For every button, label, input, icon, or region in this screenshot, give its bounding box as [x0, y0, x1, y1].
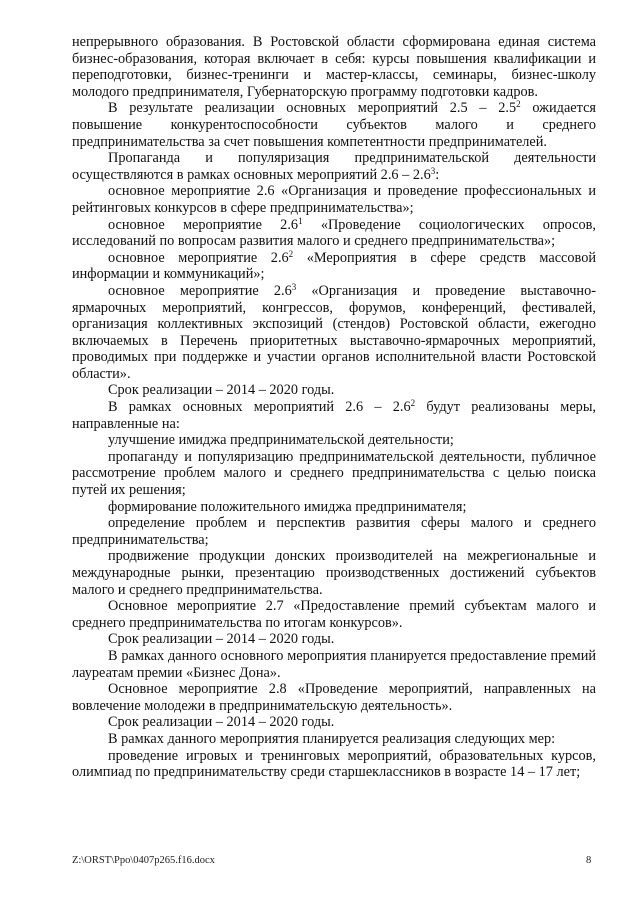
paragraph-text: В рамках данного основного мероприятия планируется предоставление премий лауреатам премии «Бизнес Дона».: [72, 647, 596, 681]
paragraph: [72, 681, 596, 714]
paragraph-text: формирование положительного имиджа предпринимателя;: [108, 498, 467, 515]
paragraph: [72, 150, 596, 183]
paragraph: [72, 100, 596, 150]
superscript: 3: [430, 165, 436, 176]
paragraph-text: основное мероприятие 2.6 «Организация и проведение профессиональных и рейтинговых конкурсов в сфере предпринимательства»;: [72, 183, 596, 216]
paragraph: [72, 631, 596, 648]
paragraph: [72, 598, 596, 631]
paragraph: [72, 714, 596, 731]
superscript: 2: [410, 398, 416, 409]
superscript: 2: [516, 99, 521, 110]
paragraph: [72, 34, 596, 100]
paragraph-text: основное мероприятие 2.6: [108, 249, 289, 266]
paragraph: [72, 731, 596, 748]
paragraph-text: Основное мероприятие 2.7 «Предоставление премий субъектам малого и среднего предпринимательства по итогам конкурсов».: [72, 598, 596, 631]
paragraph: [72, 183, 596, 216]
paragraph-text: Срок реализации – 2014 – 2020 годы.: [108, 631, 335, 648]
superscript: 1: [298, 215, 303, 226]
paragraph-text: основное мероприятие 2.6: [108, 216, 299, 233]
paragraph-text: «Мероприятия в сфере средств массовой информации и коммуникаций»;: [72, 249, 597, 283]
paragraph-text: улучшение имиджа предпринимательской деятельности;: [108, 432, 454, 449]
footer-file-path: Z:\ORST\Ppo\0407p265.f16.docx: [72, 855, 215, 866]
document-body: [72, 34, 596, 781]
paragraph: [72, 449, 596, 499]
superscript: 2: [288, 248, 294, 259]
paragraph: [72, 217, 596, 250]
paragraph: [72, 748, 596, 781]
paragraph-text: «Проведение социологических опросов, исследований по вопросам развития малого и среднего предпринимательства»;: [72, 216, 596, 250]
paragraph-text: основное мероприятие 2.6: [108, 282, 292, 299]
paragraph-text: Срок реализации – 2014 – 2020 годы.: [108, 714, 335, 731]
paragraph-text: Пропаганда и популяризация предпринимательской деятельности осуществляются в рамках основных мероприятий 2.6 – 2.6: [72, 150, 596, 183]
page-number: 8: [586, 855, 592, 866]
paragraph-text: В рамках основных мероприятий 2.6 – 2.6: [108, 399, 411, 416]
paragraph-text: :: [435, 166, 440, 183]
paragraph-text: Основное мероприятие 2.8 «Проведение мероприятий, направленных на вовлечение молодежи в предпринимательскую деятельность».: [72, 681, 596, 714]
paragraph-text: В рамках данного мероприятия планируется реализация следующих мер:: [108, 730, 556, 747]
paragraph-text: продвижение продукции донских производителей на межрегиональные и международные рынки, презентацию производственных достижений субъектов малого и среднего предпринимательства.: [72, 548, 596, 598]
paragraph: [72, 648, 596, 681]
paragraph-text: непрерывного образования. В Ростовской области сформирована единая система бизнес-образования, которая включает в себя: курсы повышения квалификации и переподготовки, бизнес-тренинги и мастер-классы, семинары, бизнес-школу молодого предпринимателя, Губернаторскую программу подготовки кадров.: [72, 34, 596, 100]
paragraph-text: будут реализованы меры, направленные на:: [72, 399, 596, 432]
paragraph: [72, 499, 596, 516]
paragraph-text: проведение игровых и тренинговых мероприятий, образовательных курсов, олимпиад по предпринимательству среди старшеклассников в возрасте 14 – 17 лет;: [72, 747, 596, 781]
paragraph: [72, 548, 596, 598]
paragraph: [72, 515, 596, 548]
paragraph-text: определение проблем и перспектив развития сферы малого и среднего предпринимательства;: [72, 515, 596, 548]
paragraph: [72, 283, 596, 383]
paragraph-text: В результате реализации основных мероприятий 2.5 – 2.5: [108, 100, 517, 117]
paragraph-text: пропаганду и популяризацию предпринимательской деятельности, публичное рассмотрение проблем малого и среднего предпринимательства с целью поиска путей их решения;: [72, 448, 596, 499]
paragraph: [72, 382, 596, 399]
paragraph: [72, 250, 596, 283]
paragraph-text: Срок реализации – 2014 – 2020 годы.: [108, 382, 335, 399]
paragraph-text: «Организация и проведение выставочно-ярмарочных мероприятий, конгрессов, форумов, конференций, фестивалей, организация коллективных экспозиций (стендов) Ростовской области, ежегодно включаемых в Перечень приоритетных выставочно-ярмарочных мероприятий, проводимых при поддержке и участии органов исполнительной власти Ростовской области».: [72, 282, 596, 382]
paragraph-text: ожидается повышение конкурентоспособности субъектов малого и среднего предпринимательства за счет повышения компетентности предпринимателей.: [72, 100, 596, 150]
superscript: 3: [291, 281, 297, 292]
paragraph: [72, 399, 596, 432]
paragraph: [72, 432, 596, 449]
